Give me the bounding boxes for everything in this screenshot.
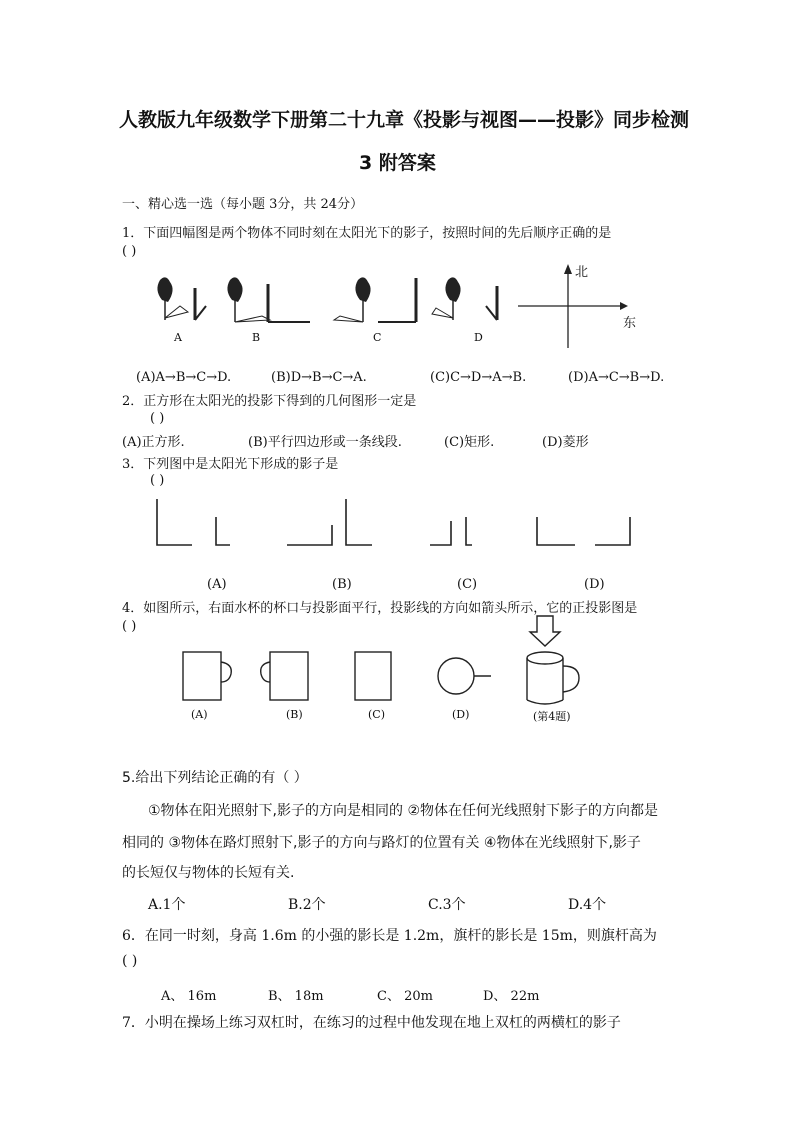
- q1-option-d: (D)A→C→B→D.: [568, 370, 665, 385]
- q3-figure: [150, 495, 640, 555]
- q5-option-d: D.4个: [568, 897, 607, 913]
- q2-paren: ( ): [150, 411, 165, 426]
- q3-paren: ( ): [150, 473, 165, 488]
- section-heading: 一、精心选一选（每小题 3分，共 24分）: [122, 197, 364, 212]
- page-title-line1: 人教版九年级数学下册第二十九章《投影与视图——投影》同步检测: [119, 109, 690, 131]
- q4-figure: [175, 612, 595, 712]
- q7-stem: 7．小明在操场上练习双杠时，在练习的过程中他发现在地上双杠的两横杠的影子: [122, 1015, 621, 1031]
- q5-option-a: A.1个: [148, 897, 186, 913]
- q4-fig-label-b: (B): [286, 708, 303, 721]
- q5-option-c: C.3个: [428, 897, 466, 913]
- q2-option-c: (C)矩形.: [444, 435, 495, 450]
- q1-fig-c: [334, 277, 416, 322]
- q1-fig-label-b: B: [252, 331, 261, 344]
- q1-fig-a: [157, 277, 206, 320]
- q1-fig-d: [432, 277, 497, 320]
- q6-stem: 6．在同一时刻，身高 1.6m 的小强的影长是 1.2m，旗杆的影长是 15m，则旗杆高为: [122, 928, 657, 944]
- compass-icon: [518, 264, 628, 348]
- q1-paren: ( ): [122, 244, 137, 259]
- q4-fig-label-c: (C): [368, 708, 385, 721]
- q1-fig-label-c: C: [373, 331, 382, 344]
- q6-option-d: D、 22m: [483, 989, 540, 1004]
- q1-figure: [150, 260, 640, 350]
- q1-fig-label-d: D: [474, 331, 483, 344]
- q3-fig-label-d: (D): [584, 577, 605, 592]
- q6-paren: ( ): [122, 953, 138, 969]
- q6-option-b: B、 18m: [268, 989, 324, 1004]
- q2-option-b: (B)平行四边形或一条线段.: [248, 435, 402, 450]
- q5-body-line1: ①物体在阳光照射下,影子的方向是相同的 ②物体在任何光线照射下影子的方向都是: [148, 803, 658, 819]
- q5-body-line3: 的长短仅与物体的长短有关.: [122, 865, 295, 881]
- q1-stem: 1．下面四幅图是两个物体不同时刻在太阳光下的影子，按照时间的先后顺序正确的是: [122, 226, 612, 241]
- q4-fig-label-d: (D): [452, 708, 470, 721]
- q1-fig-b: [227, 277, 310, 322]
- q3-fig-label-a: (A): [207, 577, 227, 592]
- q3-fig-label-b: (B): [332, 577, 352, 592]
- q6-option-a: A、 16m: [161, 989, 217, 1004]
- q4-fig-caption: (第4题): [533, 710, 571, 723]
- q3-fig-label-c: (C): [457, 577, 478, 592]
- q4-fig-label-a: (A): [191, 708, 208, 721]
- compass-east-label: 东: [623, 316, 637, 331]
- compass-north-label: 北: [575, 265, 589, 280]
- q5-body-line2: 相同的 ③物体在路灯照射下,影子的方向与路灯的位置有关 ④物体在光线照射下,影子: [122, 835, 641, 851]
- page-title-line2: 3 附答案: [359, 152, 436, 174]
- q1-option-b: (B)D→B→C→A.: [271, 370, 367, 385]
- q4-paren: ( ): [122, 619, 137, 634]
- q3-stem: 3．下列图中是太阳光下形成的影子是: [122, 457, 339, 472]
- q2-stem: 2．正方形在太阳光的投影下得到的几何图形一定是: [122, 394, 417, 409]
- q6-option-c: C、 20m: [377, 989, 433, 1004]
- q5-option-b: B.2个: [288, 897, 326, 913]
- q1-fig-label-a: A: [174, 331, 182, 344]
- q1-option-c: (C)C→D→A→B.: [430, 370, 527, 385]
- q5-stem: 5.给出下列结论正确的有（ ）: [122, 770, 308, 786]
- q1-option-a: (A)A→B→C→D.: [136, 370, 232, 385]
- q2-option-a: (A)正方形.: [122, 435, 185, 450]
- q2-option-d: (D)菱形: [542, 435, 589, 450]
- q4-stem: 4．如图所示，右面水杯的杯口与投影面平行，投影线的方向如箭头所示，它的正投影图是: [122, 601, 638, 616]
